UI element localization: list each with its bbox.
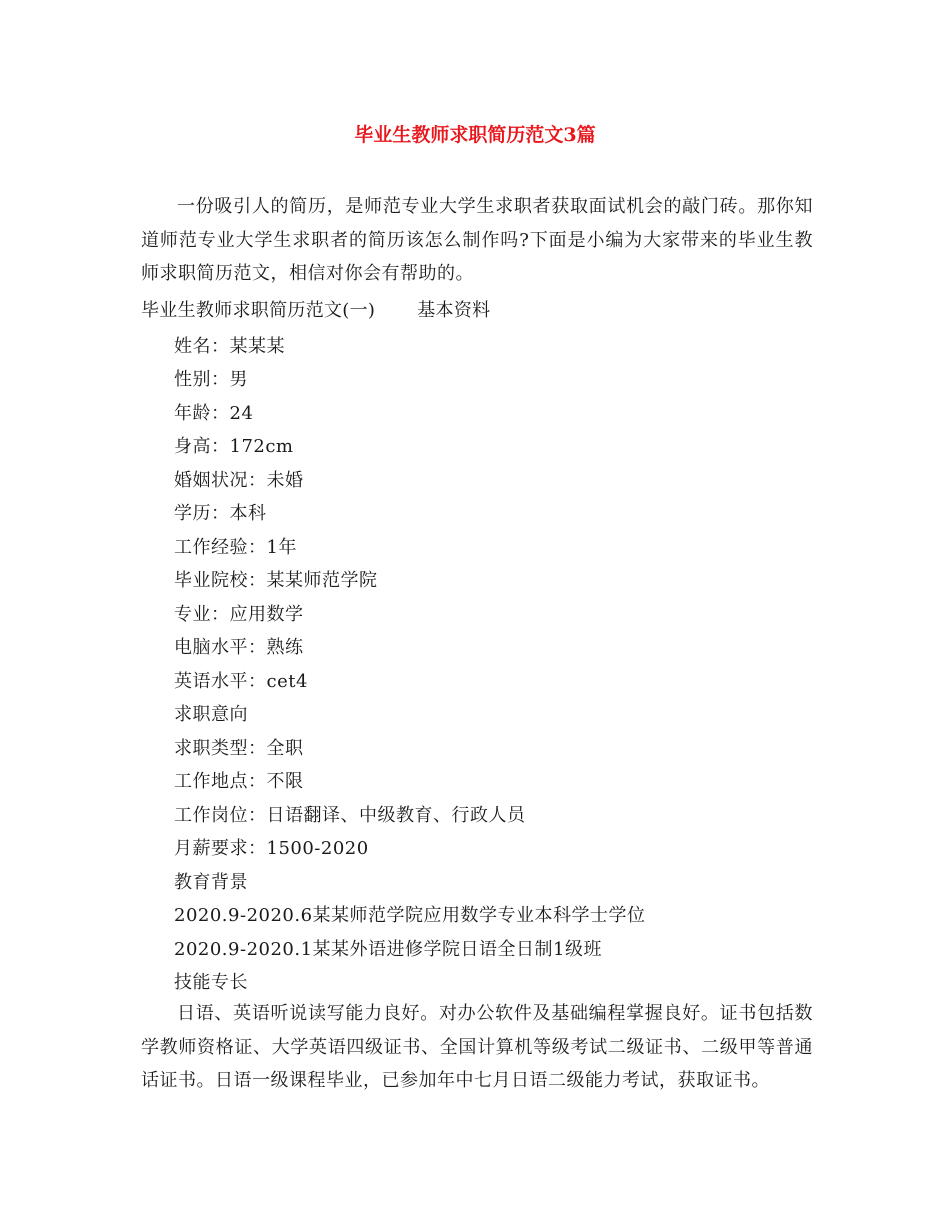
document-title: 毕业生教师求职简历范文3篇 — [354, 124, 596, 146]
info-line-name: 姓名：某某某 — [174, 336, 285, 357]
skills-paragraph: 日语、英语听说读写能力良好。对办公软件及基础编程掌握良好。证书包括数学教师资格证、大学英语四级证书、全国计算机等级考试二级证书、二级甲等普通话证书。日语一级课程毕业，已参加年中七月日语二级能力考试，获取证书。 — [141, 1003, 813, 1091]
info-line-gender: 性别：男 — [174, 369, 248, 390]
info-line-major: 专业：应用数学 — [174, 604, 304, 625]
info-line-salary: 月薪要求：1500-2020 — [174, 838, 369, 859]
info-line-location: 工作地点：不限 — [174, 771, 304, 792]
info-line-degree: 学历：本科 — [174, 503, 267, 524]
heading-education: 教育背景 — [174, 872, 248, 893]
intro-paragraph: 一份吸引人的简历，是师范专业大学生求职者获取面试机会的敲门砖。那你知道师范专业大学生求职者的简历该怎么制作吗?下面是小编为大家带来的毕业生教师求职简历范文，相信对你会有帮助的。 — [141, 196, 813, 284]
info-line-height: 身高：172cm — [174, 436, 294, 457]
info-line-english: 英语水平：cet4 — [174, 671, 308, 692]
info-line-computer: 电脑水平：熟练 — [174, 637, 304, 658]
info-line-job-type: 求职类型：全职 — [174, 738, 304, 759]
section-label: 基本资料 — [417, 300, 491, 321]
info-line-position: 工作岗位：日语翻译、中级教育、行政人员 — [174, 805, 526, 826]
education-entry: 2020.9-2020.1某某外语进修学院日语全日制1级班 — [174, 939, 602, 960]
info-line-school: 毕业院校：某某师范学院 — [174, 570, 378, 591]
info-line-age: 年龄：24 — [174, 403, 254, 424]
heading-skills: 技能专长 — [174, 972, 248, 993]
section-title: 毕业生教师求职简历范文(一) — [141, 300, 376, 321]
heading-job-intention: 求职意向 — [174, 704, 248, 725]
info-line-marital: 婚姻状况：未婚 — [174, 470, 304, 491]
section-heading — [141, 298, 490, 324]
info-line-experience: 工作经验：1年 — [174, 537, 297, 558]
education-entry: 2020.9-2020.6某某师范学院应用数学专业本科学士学位 — [174, 905, 646, 926]
